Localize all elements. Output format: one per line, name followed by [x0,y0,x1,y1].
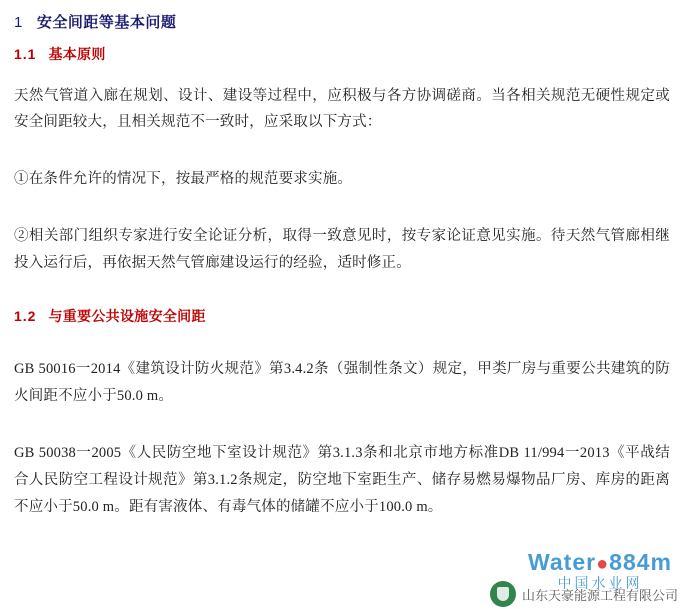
paragraph-item-1: ①在条件允许的情况下，按最严格的规范要求实施。 [14,171,353,188]
subsection-title-1-2: 与重要公共设施安全间距 [48,307,206,324]
subsection-heading-1-2 [14,307,670,327]
subsection-number-1-2: 1.2 [14,307,37,324]
company-watermark-text: 山东天豪能源工程有限公司 [521,587,678,603]
company-watermark [490,581,678,607]
paragraph-principle-intro: 天然气管道入廊在规划、设计、建设等过程中，应积极与各方协调磋商。当各相关规范无硬性规定或安全间距较大，且相关规范不一致时，应采取以下方式： [14,87,670,131]
section-number: 1 [14,14,23,31]
site-watermark-cn: 中国水业网 [557,575,643,592]
section-title: 安全间距等基本问题 [36,14,177,31]
green-circle-logo-icon [490,581,516,607]
subsection-heading-1-1 [14,45,670,65]
paragraph-gb50038: GB 50038一2005《人民防空地下室设计规范》第3.1.3条和北京市地方标准DB 11/994一2013《平战结合人民防空工程设计规范》第3.1.2条规定，防空地下室距生产、储存易燃易爆物品厂房、库房的距离不应小于50.0 m。距有害液体、有毒气体的储罐不应小于100.0 m。 [14,444,670,515]
site-watermark-dot: ● [596,553,610,576]
site-watermark [528,550,672,591]
subsection-number-1-1: 1.1 [14,46,37,62]
paragraph-gb50016: GB 50016一2014《建筑设计防火规范》第3.4.2条（强制性条文）规定，甲类厂房与重要公共建筑的防火间距不应小于50.0 m。 [14,361,670,405]
subsection-title-1-1: 基本原则 [48,46,106,62]
paragraph-item-2: ②相关部门组织专家进行安全论证分析，取得一致意见时，按专家论证意见实施。待天然气管廊相继投入运行后，再依据天然气管廊建设运行的经验，适时修正。 [14,228,670,271]
section-heading [14,12,670,33]
site-watermark-suffix: 884m [609,549,672,576]
site-watermark-en [528,550,672,575]
site-watermark-brand: Water [528,549,597,576]
